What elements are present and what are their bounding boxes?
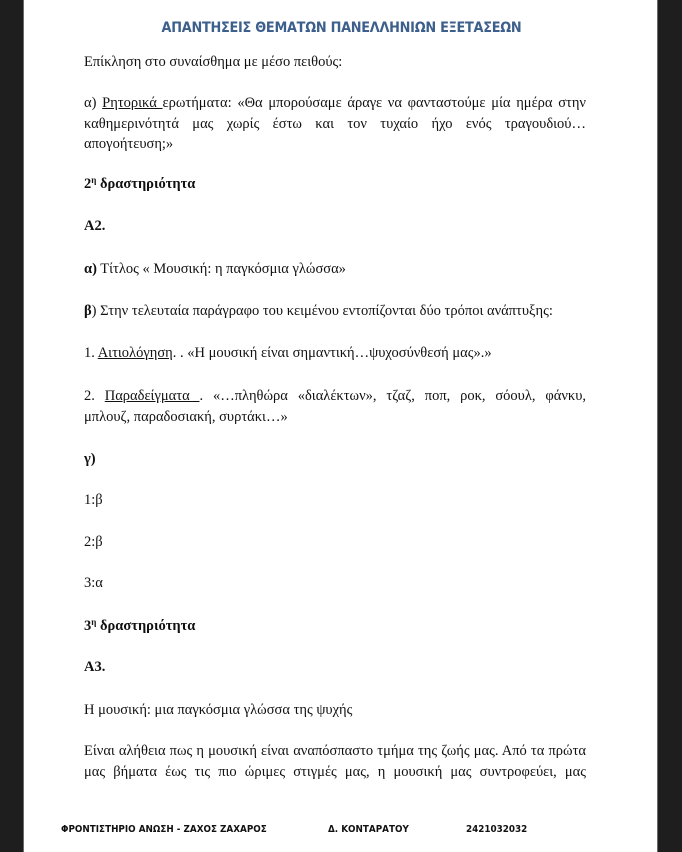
activity-2-number: 2 (84, 176, 92, 192)
a2-alpha-line (84, 260, 346, 278)
a2-beta-text: ) Στην τελευταία παράγραφο του κειμένου εντοπίζονται δύο τρόποι ανάπτυξης: (91, 303, 553, 319)
intro-line: Επίκληση στο συναίσθημα με μέσο πειθούς: (84, 54, 343, 70)
activity-2-heading (84, 175, 195, 193)
rhetorical-prefix: α) (84, 95, 103, 111)
answer-3: 3:α (84, 575, 103, 591)
footer-phone: 2421032032 (466, 824, 528, 835)
activity-3-number: 3 (84, 618, 92, 634)
answer-2: 2:β (84, 534, 103, 550)
a2-beta-line (84, 302, 553, 320)
a3-heading: Α3. (84, 659, 106, 675)
activity-2-label: δραστηριότητα (96, 176, 196, 192)
rhetorical-line-3: απογοήτευση;» (84, 136, 174, 152)
item-1-rest: . . «Η μουσική είναι σημαντική…ψυχοσύνθεσή μας».» (172, 345, 492, 361)
rhetorical-line-1 (84, 93, 586, 114)
essay-title: Η μουσική: μια παγκόσμια γλώσσα της ψυχής (84, 702, 353, 718)
a2-alpha-label: α) (84, 261, 97, 277)
rhetorical-line-1-rest: ερωτήματα: «Θα μπορούσαμε άραγε να φανταστούμε μία ημέρα στην (162, 95, 586, 111)
rhetorical-underlined: Ρητορικά (102, 95, 163, 111)
activity-3-heading (84, 617, 195, 635)
activity-2-sup: η (91, 175, 97, 185)
gamma-heading: γ) (84, 451, 96, 467)
item-2-underlined: Παραδείγματα (104, 388, 200, 404)
activity-3-sup: η (91, 617, 97, 627)
a2-alpha-text: Τίτλος « Μουσική: η παγκόσμια γλώσσα» (96, 261, 346, 277)
item-1-underlined: Αιτιολόγηση (97, 345, 173, 361)
item-2-line-2: μπλουζ, παραδοσιακή, συρτάκι…» (84, 409, 288, 425)
essay-line-2: μας βήματα έως τις πιο ώριμες στιγμές μας, η μουσική μας συντροφεύει, μας (84, 764, 586, 780)
rhetorical-line-2: καθημερινότητά μας χωρίς έστω και τον τυχαίο ήχο ενός τραγουδιού… (84, 116, 586, 132)
item-2-num: 2. (84, 388, 105, 404)
a2-beta-label: β (84, 303, 92, 319)
item-1-line (84, 344, 492, 362)
footer-school: ΦΡΟΝΤΙΣΤΗΡΙΟ ΑΝΩΣΗ - ΖΑΧΟΣ ΖΑΧΑΡΟΣ (61, 824, 267, 835)
item-2-line-1-rest: . «…πληθώρα «διαλέκτων», τζαζ, ποπ, ροκ, σόουλ, φάνκυ, (199, 388, 586, 404)
item-1-num: 1. (84, 345, 98, 361)
document-page (23, 0, 658, 852)
a2-heading: Α2. (84, 218, 106, 234)
activity-3-label: δραστηριότητα (96, 618, 196, 634)
item-2-line-1 (84, 386, 586, 407)
answer-1: 1:β (84, 492, 103, 508)
footer-name: Δ. ΚΟΝΤΑΡΑΤΟΥ (328, 824, 409, 835)
essay-line-1: Είναι αλήθεια πως η μουσική είναι αναπόσπαστο τμήμα της ζωής μας. Από τα πρώτα (84, 743, 586, 759)
page-title: ΑΠΑΝΤΗΣΕΙΣ ΘΕΜΑΤΩΝ ΠΑΝΕΛΛΗΝΙΩΝ ΕΞΕΤΑΣΕΩΝ (161, 20, 522, 36)
